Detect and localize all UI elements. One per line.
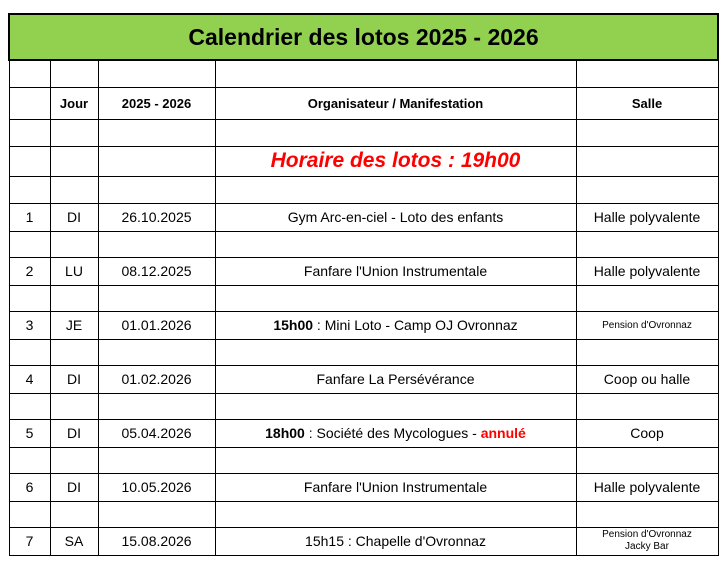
event-venue-text: Halle polyvalente [593,209,701,225]
event-organizer [215,527,576,555]
spacer-row [9,393,718,419]
event-venue-text: Pension d'Ovronnaz [602,319,692,331]
event-row [9,257,718,285]
spacer-row [9,501,718,527]
header-num [9,87,50,119]
event-day: DI [50,365,98,393]
event-venue [576,203,718,231]
loto-calendar-sheet [8,13,717,565]
event-number: 4 [9,365,50,393]
header-jour: Jour [50,87,98,119]
header-row [9,87,718,119]
spacer-row [9,285,718,311]
event-row [9,203,718,231]
event-organizer-text: Fanfare l'Union Instrumentale [303,479,488,495]
event-time: 15h00 [273,317,314,333]
event-row [9,365,718,393]
spacer-row [9,60,718,87]
event-date: 01.01.2026 [98,311,215,339]
event-status: annulé [480,425,526,441]
event-organizer [215,365,576,393]
event-venue-text-2: Jacky Bar [625,541,669,552]
event-number: 1 [9,203,50,231]
event-date: 10.05.2026 [98,473,215,501]
page-title: Calendrier des lotos 2025 - 2026 [9,14,718,60]
event-number: 3 [9,311,50,339]
spacer-row [9,231,718,257]
event-organizer [215,257,576,285]
event-date: 05.04.2026 [98,419,215,447]
event-date: 15.08.2026 [98,527,215,555]
spacer-row [9,339,718,365]
event-day: SA [50,527,98,555]
event-date: 08.12.2025 [98,257,215,285]
event-day: DI [50,473,98,501]
event-venue [576,257,718,285]
event-number: 2 [9,257,50,285]
event-venue-text: Pension d'Ovronnaz [602,529,692,540]
event-organizer-text: : Société des Mycologues - [304,425,481,441]
event-day: LU [50,257,98,285]
spacer-row [9,119,718,146]
event-organizer-text: Fanfare l'Union Instrumentale [303,263,488,279]
event-row [9,473,718,501]
event-venue-text: Coop [630,425,664,441]
event-organizer-text: 15h15 : Chapelle d'Ovronnaz [305,533,486,549]
event-date: 01.02.2026 [98,365,215,393]
event-organizer-text: : Mini Loto - Camp OJ Ovronnaz [313,317,518,333]
loto-calendar-table [8,13,719,556]
event-organizer [215,311,576,339]
event-venue [576,311,718,339]
event-row [9,527,718,555]
event-organizer-text: Gym Arc-en-ciel - Loto des enfants [287,209,504,225]
spacer-row [9,447,718,473]
event-venue [576,365,718,393]
notice-row [9,146,718,176]
event-number: 5 [9,419,50,447]
event-row [9,419,718,447]
event-venue-text: Halle polyvalente [593,263,701,279]
event-venue [576,473,718,501]
event-number: 6 [9,473,50,501]
event-rows [9,203,718,555]
event-venue-text: Coop ou halle [603,371,691,387]
event-organizer [215,419,576,447]
event-day: DI [50,203,98,231]
event-venue [576,419,718,447]
event-organizer [215,473,576,501]
event-venue-text: Halle polyvalente [593,479,701,495]
event-row [9,311,718,339]
event-organizer [215,203,576,231]
header-date: 2025 - 2026 [98,87,215,119]
event-venue [576,527,718,555]
event-time: 18h00 [265,425,305,441]
header-salle: Salle [576,87,718,119]
event-day: JE [50,311,98,339]
title-row [9,14,718,60]
lotos-time-notice: Horaire des lotos : 19h00 [215,146,576,176]
header-organisateur: Organisateur / Manifestation [215,87,576,119]
event-date: 26.10.2025 [98,203,215,231]
event-day: DI [50,419,98,447]
event-organizer-text: Fanfare La Persévérance [316,371,475,387]
event-number: 7 [9,527,50,555]
spacer-row [9,176,718,203]
